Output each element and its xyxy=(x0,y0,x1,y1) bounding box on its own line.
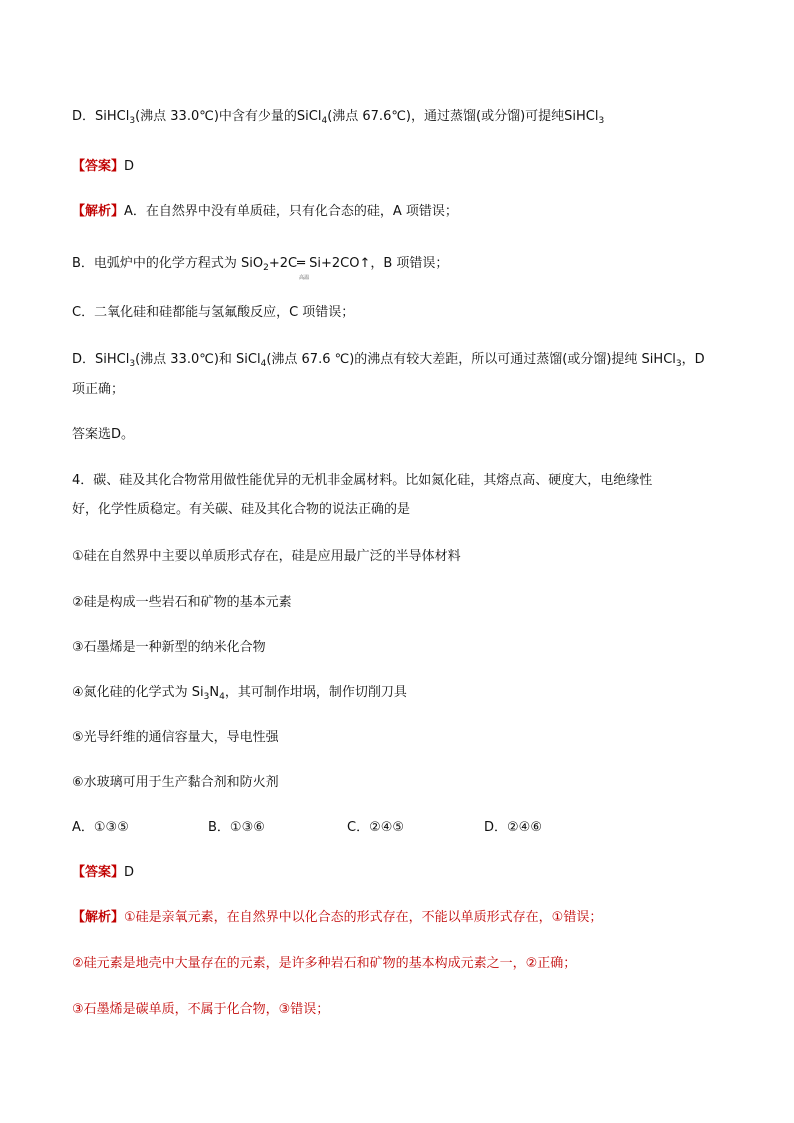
text: Si+2CO↑，B 项错误； xyxy=(304,256,449,271)
subscript: 3 xyxy=(203,692,210,702)
analysis-tag: 【解析】 xyxy=(72,204,125,219)
q3-analysis-d xyxy=(72,351,705,369)
q4-analysis-3 xyxy=(72,1001,329,1019)
equation-arrow xyxy=(297,255,310,281)
q4-statement-2 xyxy=(72,594,292,612)
subscript: 4 xyxy=(219,692,225,702)
q3-analysis-d-cont xyxy=(72,381,124,399)
q4-statement-3 xyxy=(72,639,266,657)
subscript: 4 xyxy=(260,359,267,369)
answer-tag: 【答案】 xyxy=(72,865,125,880)
q3-analysis-b xyxy=(72,255,449,281)
analysis-tag: 【解析】 xyxy=(72,910,125,925)
q3-analysis-c xyxy=(72,304,354,322)
text: 项正确； xyxy=(72,382,125,397)
text: ②硅是构成一些岩石和矿物的基本元素 xyxy=(72,595,292,610)
text: 4．碳、硅及其化合物常用做性能优异的无机非金属材料。比如氮化硅，其熔点高、硬度大，电绝缘性 xyxy=(72,473,653,488)
equals-sign: ═ xyxy=(297,256,305,271)
subscript: 3 xyxy=(129,116,136,126)
q4-option-b xyxy=(208,819,265,837)
q4-option-c xyxy=(347,819,404,837)
q3-option-d xyxy=(72,108,604,126)
text: 答案选D。 xyxy=(72,427,135,442)
text: ①硅在自然界中主要以单质形式存在，硅是应用最广泛的半导体材料 xyxy=(72,549,461,564)
q4-analysis-2 xyxy=(72,955,576,973)
answer-value: D xyxy=(124,159,135,174)
subscript: 2 xyxy=(263,263,269,273)
text: +2C xyxy=(268,256,298,271)
subscript: 4 xyxy=(321,116,328,126)
text: B．电弧炉中的化学方程式为 SiO xyxy=(72,256,264,271)
q4-statement-4 xyxy=(72,684,407,702)
q4-stem-line1 xyxy=(72,472,652,490)
text: ⑤光导纤维的通信容量大，导电性强 xyxy=(72,730,279,745)
q3-analysis-a xyxy=(72,203,458,221)
text: ⑥水玻璃可用于生产黏合剂和防火剂 xyxy=(72,775,279,790)
text: ，D xyxy=(681,352,705,367)
text: C．二氧化硅和硅都能与氢氟酸反应，C 项错误； xyxy=(72,305,355,320)
text: D．SiHCl xyxy=(72,352,130,367)
text: A．①③⑤ xyxy=(72,820,129,835)
q4-option-a xyxy=(72,819,129,837)
text: D．②④⑥ xyxy=(484,820,542,835)
text: ①硅是亲氧元素，在自然界中以化合态的形式存在，不能以单质形式存在，①错误； xyxy=(124,910,603,925)
q4-stem-line2 xyxy=(72,501,410,519)
q4-statement-1 xyxy=(72,548,461,566)
text: (沸点 33.0℃)和 SiCl xyxy=(135,352,261,367)
answer-tag: 【答案】 xyxy=(72,159,125,174)
text: (沸点 67.6 ℃)的沸点有较大差距，所以可通过蒸馏(或分馏)提纯 SiHCl xyxy=(266,352,676,367)
text: A．在自然界中没有单质硅，只有化合态的硅，A 项错误； xyxy=(124,204,458,219)
subscript: 3 xyxy=(598,116,605,126)
q3-conclusion xyxy=(72,426,134,444)
q3-answer xyxy=(72,158,134,176)
text: B．①③⑥ xyxy=(208,820,265,835)
text: D．SiHCl xyxy=(72,109,130,124)
subscript: 3 xyxy=(129,359,136,369)
text: N xyxy=(209,685,220,700)
text: ③石墨烯是碳单质，不属于化合物，③错误； xyxy=(72,1002,330,1017)
text: (沸点 67.6℃)，通过蒸馏(或分馏)可提纯SiHCl xyxy=(327,109,599,124)
q4-analysis-1 xyxy=(72,909,602,927)
text: ，其可制作坩埚，制作切削刀具 xyxy=(224,685,407,700)
q4-option-d xyxy=(484,819,542,837)
reaction-condition: 高温 xyxy=(299,275,310,281)
text: ③石墨烯是一种新型的纳米化合物 xyxy=(72,640,266,655)
text: (沸点 33.0℃)中含有少量的SiCl xyxy=(135,109,322,124)
answer-value: D xyxy=(124,865,135,880)
q4-statement-6 xyxy=(72,774,279,792)
text: ④氮化硅的化学式为 Si xyxy=(72,685,204,700)
q4-answer xyxy=(72,864,134,882)
q4-statement-5 xyxy=(72,729,279,747)
text: 好，化学性质稳定。有关碳、硅及其化合物的说法正确的是 xyxy=(72,502,411,517)
text: C．②④⑤ xyxy=(347,820,405,835)
text: ②硅元素是地壳中大量存在的元素，是许多种岩石和矿物的基本构成元素之一，②正确； xyxy=(72,956,577,971)
subscript: 3 xyxy=(675,359,682,369)
